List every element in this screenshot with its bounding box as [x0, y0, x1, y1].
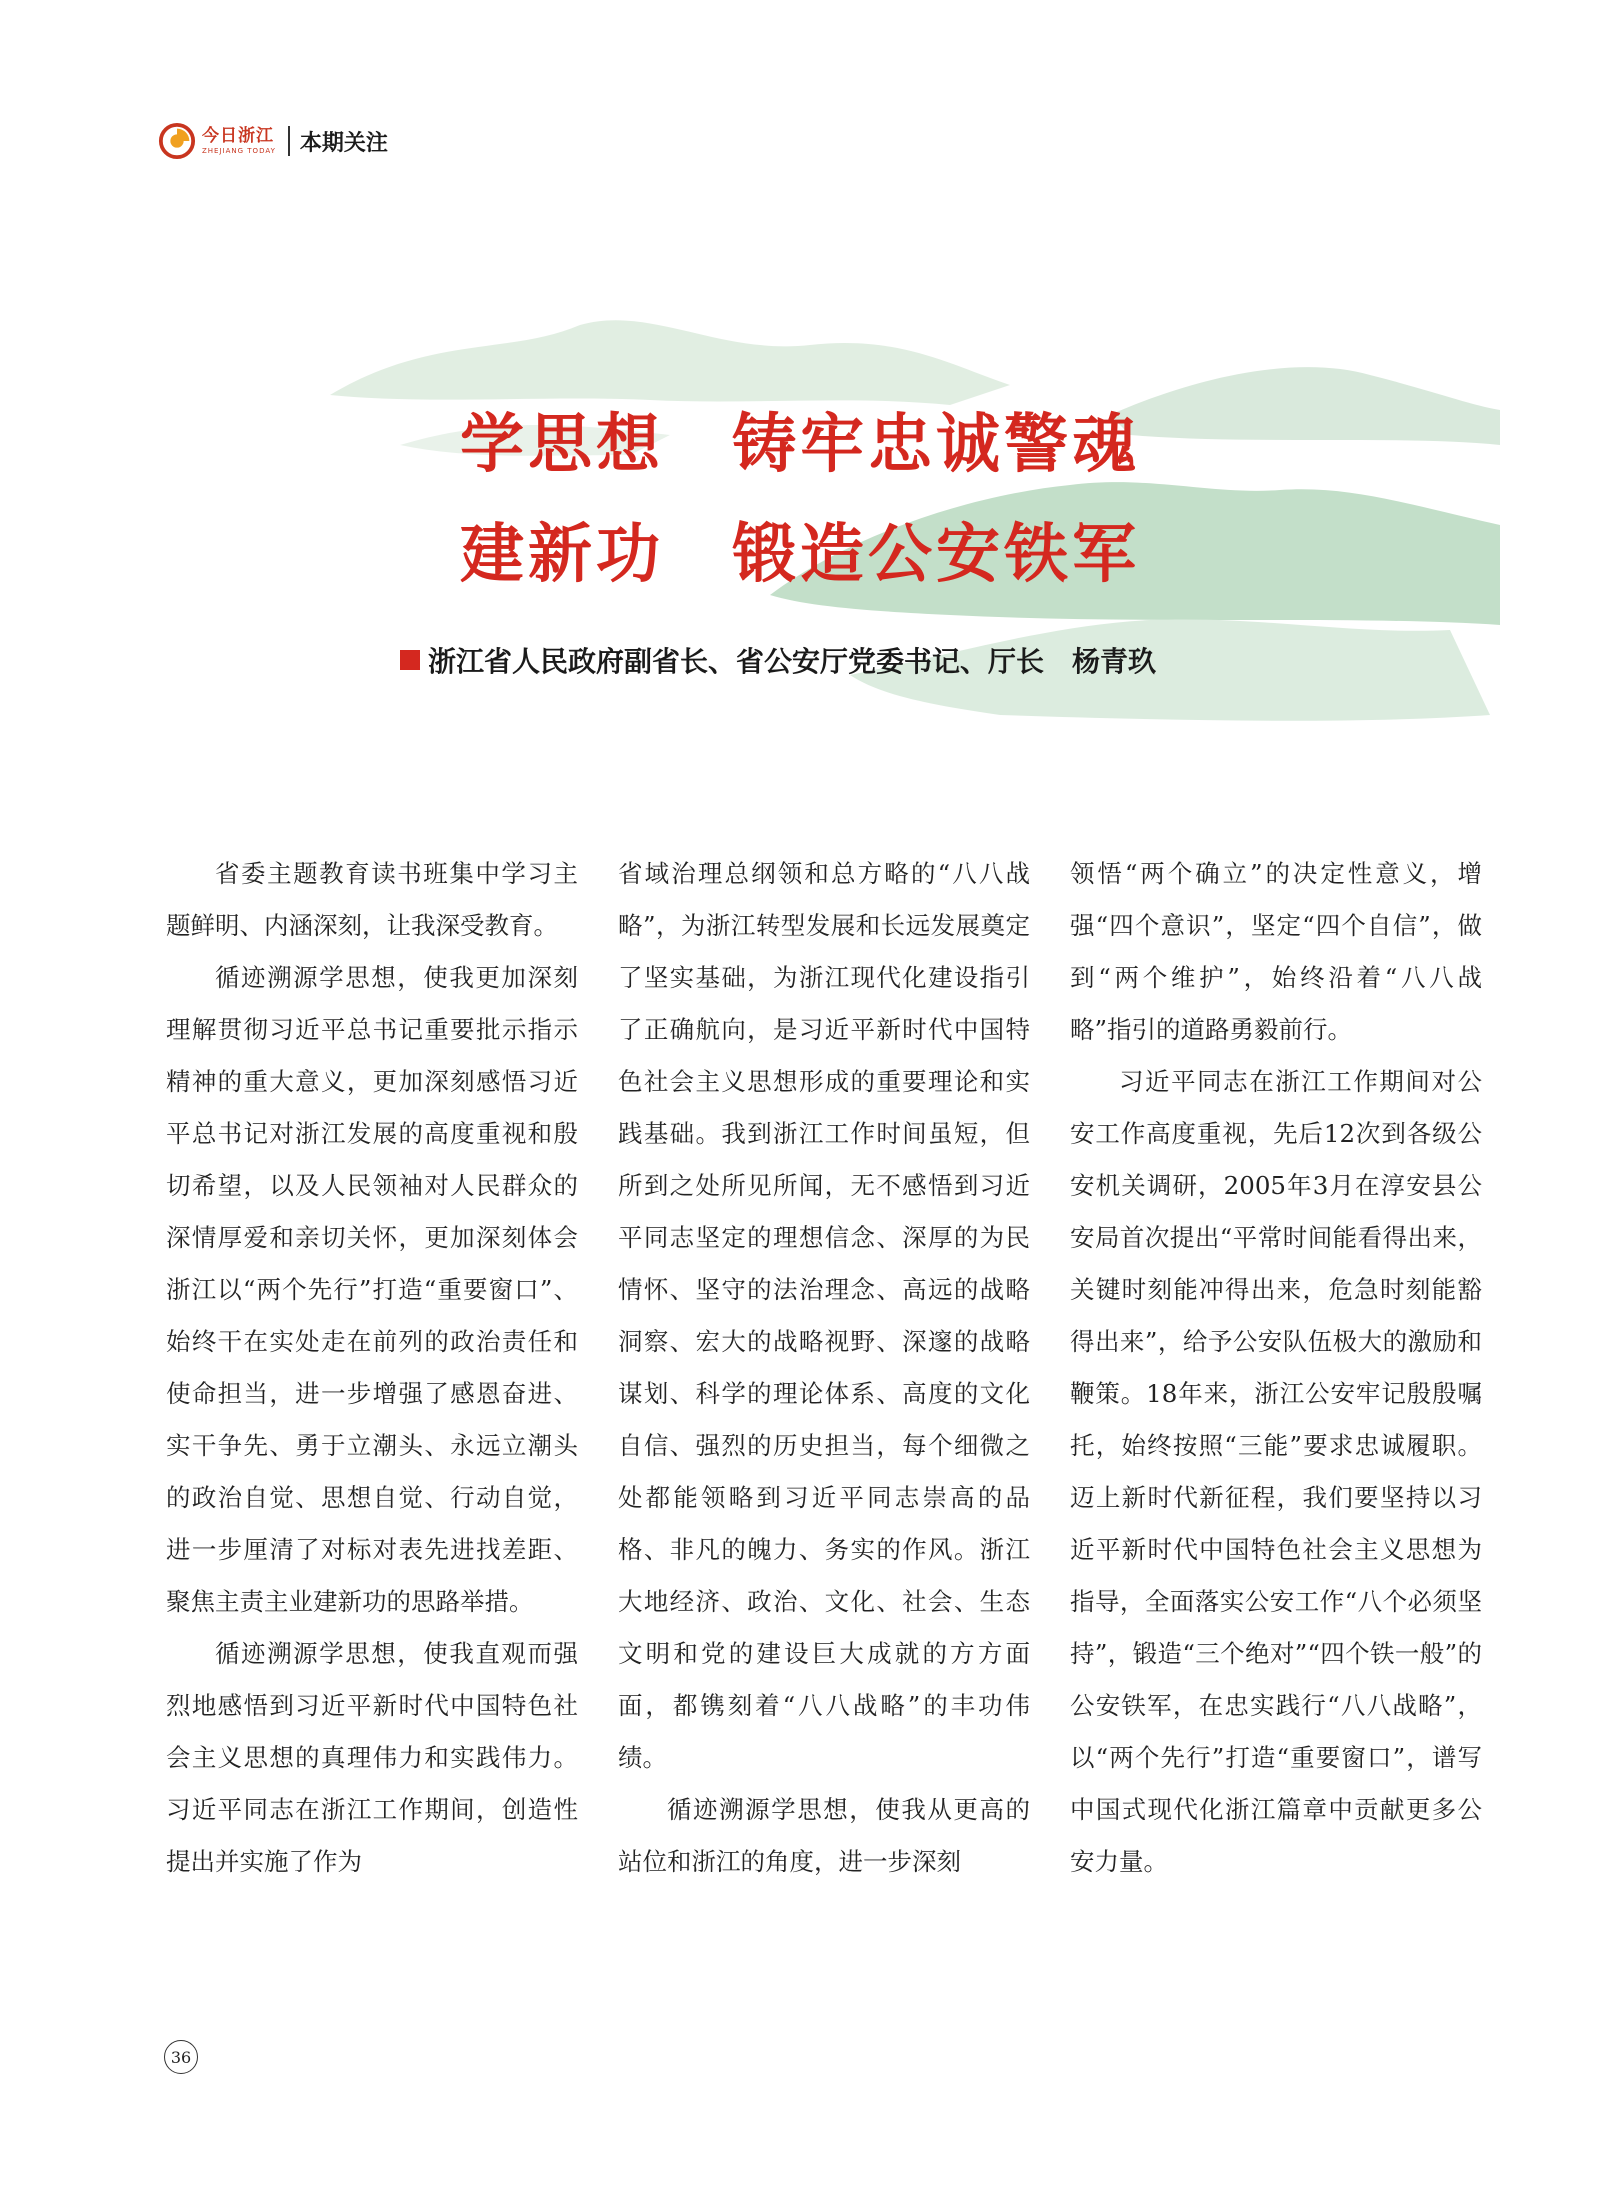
paragraph: 省委主题教育读书班集中学习主题鲜明、内涵深刻，让我深受教育。 [166, 859, 578, 940]
section-label: 本期关注 [299, 130, 388, 156]
body-column-3 [1070, 848, 1482, 1888]
logo-swirl-icon [158, 122, 196, 160]
article-title [0, 390, 1600, 610]
author-byline [400, 640, 1156, 680]
author-text: 浙江省人民政府副省长、省公安厅党委书记、厅长 杨青玖 [428, 645, 1157, 678]
body-column-2 [618, 848, 1030, 1888]
paragraph: 循迹溯源学思想，使我直观而强烈地感悟到习近平新时代中国特色社会主义思想的真理伟力和实践伟力。习近平同志在浙江工作期间，创造性提出并实施了作为 [166, 1639, 578, 1876]
page-header [158, 121, 388, 161]
paragraph: 循迹溯源学思想，使我更加深刻理解贯彻习近平总书记重要批示指示精神的重大意义，更加深刻感悟习近平总书记对浙江发展的高度重视和殷切希望，以及人民领袖对人民群众的深情厚爱和亲切关怀，更加深刻体会浙江以“两个先行”打造“重要窗口”、始终干在实处走在前列的政治责任和使命担当，进一步增强了感恩奋进、实干争先、勇于立潮头、永远立潮头的政治自觉、思想自觉、行动自觉，进一步厘清了对标对表先进找差距、聚焦主责主业建新功的思路举措。 [166, 963, 578, 1616]
magazine-logo [158, 122, 276, 160]
red-square-marker [400, 650, 420, 670]
logo-english-text: ZHEJIANG TODAY [202, 146, 276, 155]
paragraph: 习近平同志在浙江工作期间对公安工作高度重视，先后12次到各级公安机关调研，2005年3月在淳安县公安局首次提出“平常时间能看得出来，关键时刻能冲得出来，危急时刻能豁得出来”，给予公安队伍极大的激励和鞭策。18年来，浙江公安牢记殷殷嘱托，始终按照“三能”要求忠诚履职。迈上新时代新征程，我们要坚持以习近平新时代中国特色社会主义思想为指导，全面落实公安工作“八个必须坚持”，锻造“三个绝对”“四个铁一般”的公安铁军，在忠实践行“八八战略”，以“两个先行”打造“重要窗口”，谱写中国式现代化浙江篇章中贡献更多公安力量。 [1070, 1067, 1482, 1876]
header-divider [288, 126, 290, 156]
paragraph: 循迹溯源学思想，使我从更高的站位和浙江的角度，进一步深刻 [618, 1795, 1030, 1876]
logo-chinese-text: 今日浙江 [202, 125, 274, 146]
page-number: 36 [164, 2040, 198, 2074]
title-line-2: 建新功 锻造公安铁军 [460, 518, 1140, 592]
paragraph-continued: 省域治理总纲领和总方略的“八八战略”，为浙江转型发展和长远发展奠定了坚实基础，为浙江现代化建设指引了正确航向，是习近平新时代中国特色社会主义思想形成的重要理论和实践基础。我到浙江工作时间虽短，但所到之处所见所闻，无不感悟到习近平同志坚定的理想信念、深厚的为民情怀、坚守的法治理念、高远的战略洞察、宏大的战略视野、深邃的战略谋划、科学的理论体系、高度的文化自信、强烈的历史担当，每个细微之处都能领略到习近平同志崇高的品格、非凡的魄力、务实的作风。浙江大地经济、政治、文化、社会、生态文明和党的建设巨大成就的方方面面，都镌刻着“八八战略”的丰功伟绩。 [618, 859, 1030, 1772]
paragraph-continued: 领悟“两个确立”的决定性意义，增强“四个意识”，坚定“四个自信”，做到“两个维护”，始终沿着“八八战略”指引的道路勇毅前行。 [1070, 859, 1482, 1044]
body-column-1 [166, 848, 578, 1888]
title-line-1: 学思想 铸牢忠诚警魂 [460, 408, 1140, 482]
